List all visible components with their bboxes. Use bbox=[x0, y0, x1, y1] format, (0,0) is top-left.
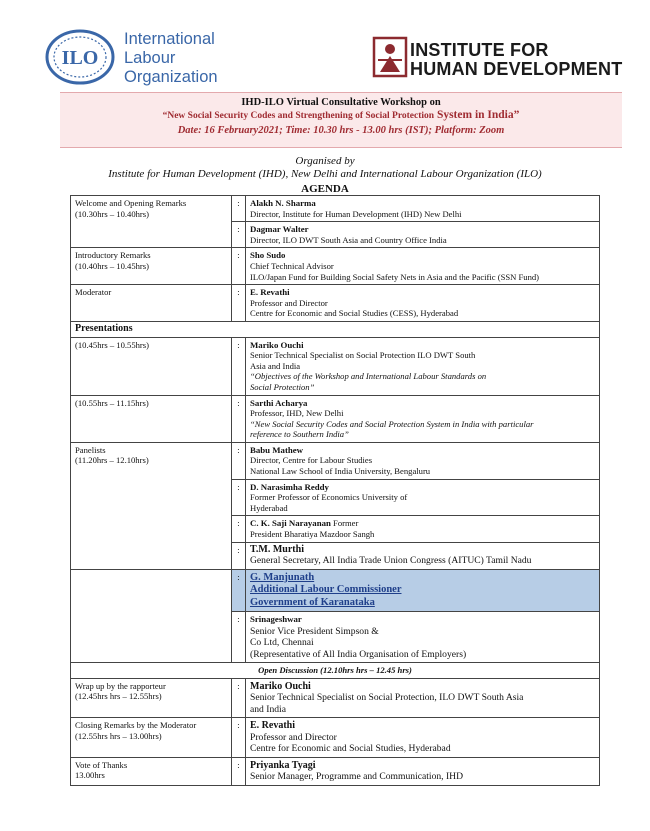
session-label: (10.55hrs – 11.15hrs) bbox=[71, 395, 232, 442]
speaker-cell: D. Narasimha Reddy Former Professor of Economics University of Hyderabad bbox=[246, 479, 600, 516]
agenda-heading: AGENDA bbox=[301, 183, 349, 195]
table-row: Wrap up by the rapporteur (12.45hrs hrs – 12.55hrs) : Mariko Ouchi Senior Technical Specialist on Social Protection, ILO DWT South Asia and India bbox=[71, 678, 600, 718]
speaker-cell: Srinageshwar Senior Vice President Simpson & Co Ltd, Chennai (Representative of All India Organisation of Employers) bbox=[246, 612, 600, 663]
table-row: Moderator : E. Revathi Professor and Director Centre for Economic and Social Studies (CESS), Hyderabad bbox=[71, 285, 600, 322]
speaker-cell: E. Revathi Professor and Director Centre for Economic and Social Studies, Hyderabad bbox=[246, 718, 600, 758]
ilo-logo-text: International Labour Organization bbox=[124, 30, 218, 86]
speaker-cell-highlighted: G. Manjunath Additional Labour Commissioner Government of Karanataka bbox=[246, 569, 600, 612]
ihd-emblem-logo bbox=[372, 36, 408, 78]
table-row: : D. Narasimha Reddy Former Professor of Economics University of Hyderabad bbox=[71, 479, 600, 516]
ilo-seal-logo bbox=[44, 28, 116, 86]
table-row: : Srinageshwar Senior Vice President Simpson & Co Ltd, Chennai (Representative of All India Organisation of Employers) bbox=[71, 612, 600, 663]
speaker-cell: E. Revathi Professor and Director Centre for Economic and Social Studies (CESS), Hyderabad bbox=[246, 285, 600, 322]
workshop-title: IHD-ILO Virtual Consultative Workshop on bbox=[241, 97, 441, 108]
session-label: (10.45hrs – 10.55hrs) bbox=[71, 337, 232, 395]
table-row: Panelists (11.20hrs – 12.10hrs) : Babu Mathew Director, Centre for Labour Studies National Law School of India University, Bengaluru bbox=[71, 442, 600, 479]
session-label: Panelists (11.20hrs – 12.10hrs) bbox=[71, 442, 232, 569]
speaker-cell: Dagmar Walter Director, ILO DWT South Asia and Country Office India bbox=[246, 222, 600, 248]
session-label bbox=[71, 569, 232, 663]
speaker-cell: Mariko Ouchi Senior Technical Specialist on Social Protection, ILO DWT South Asia and India bbox=[246, 678, 600, 718]
table-row bbox=[71, 663, 600, 679]
table-row: : T.M. Murthi General Secretary, All India Trade Union Congress (AITUC) Tamil Nadu bbox=[71, 542, 600, 569]
session-label: Wrap up by the rapporteur (12.45hrs hrs – 12.55hrs) bbox=[71, 678, 232, 718]
table-row: : G. Manjunath Additional Labour Commissioner Government of Karanataka bbox=[71, 569, 600, 612]
table-row: : C. K. Saji Narayanan Former President Bharatiya Mazdoor Sangh bbox=[71, 516, 600, 542]
workshop-banner bbox=[60, 92, 622, 148]
session-label: Closing Remarks by the Moderator (12.55hrs hrs – 13.00hrs) bbox=[71, 718, 232, 758]
open-discussion: Open Discussion (12.10hrs hrs – 12.45 hrs) bbox=[71, 663, 600, 679]
table-row: Introductory Remarks (10.40hrs – 10.45hrs) : Sho Sudo Chief Technical Advisor ILO/Japan Fund for Building Social Safety Nets in Asia and the Pacific (SSN Fund) bbox=[71, 248, 600, 285]
session-label: Welcome and Opening Remarks (10.30hrs – 10.40hrs) bbox=[71, 196, 232, 248]
table-row: (10.45hrs – 10.55hrs) : Mariko Ouchi Senior Technical Specialist on Social Protection ILO DWT South Asia and India “Objectives of the Workshop and International Labour Standards on Social Protection” bbox=[71, 337, 600, 395]
session-label: Moderator bbox=[71, 285, 232, 322]
table-row: Closing Remarks by the Moderator (12.55hrs hrs – 13.00hrs) : E. Revathi Professor and Director Centre for Economic and Social Studies, Hyderabad bbox=[71, 718, 600, 758]
table-row bbox=[71, 321, 600, 337]
table-row: Welcome and Opening Remarks (10.30hrs – 10.40hrs) : Alakh N. Sharma Director, Institute for Human Development (IHD) New Delhi bbox=[71, 196, 600, 222]
speaker-cell: Priyanka Tyagi Senior Manager, Programme and Communication, IHD bbox=[246, 757, 600, 785]
organised-by: Organised by Institute for Human Development (IHD), New Delhi and International Labour Organization (ILO) bbox=[108, 155, 542, 180]
speaker-cell: Mariko Ouchi Senior Technical Specialist on Social Protection ILO DWT South Asia and India “Objectives of the Workshop and International Labour Standards on Social Protection” bbox=[246, 337, 600, 395]
speaker-cell: Alakh N. Sharma Director, Institute for Human Development (IHD) New Delhi bbox=[246, 196, 600, 222]
agenda-table bbox=[70, 195, 600, 786]
workshop-subtitle: “New Social Security Codes and Strengthening of Social Protection System in India” bbox=[162, 109, 520, 121]
section-heading: Presentations bbox=[71, 321, 600, 337]
table-row: (10.55hrs – 11.15hrs) : Sarthi Acharya Professor, IHD, New Delhi “New Social Security Codes and Social Protection System in India with particular reference to Southern India” bbox=[71, 395, 600, 442]
speaker-cell: Sho Sudo Chief Technical Advisor ILO/Japan Fund for Building Social Safety Nets in Asia and the Pacific (SSN Fund) bbox=[246, 248, 600, 285]
table-row: : Dagmar Walter Director, ILO DWT South Asia and Country Office India bbox=[71, 222, 600, 248]
session-label: Introductory Remarks (10.40hrs – 10.45hrs) bbox=[71, 248, 232, 285]
table-row: Vote of Thanks 13.00hrs : Priyanka Tyagi Senior Manager, Programme and Communication, IHD bbox=[71, 757, 600, 785]
ilo-seal-letters: ILO bbox=[61, 47, 99, 69]
ihd-logo-text: INSTITUTE FOR HUMAN DEVELOPMENT bbox=[410, 40, 623, 79]
speaker-cell: C. K. Saji Narayanan Former President Bharatiya Mazdoor Sangh bbox=[246, 516, 600, 542]
session-label: Vote of Thanks 13.00hrs bbox=[71, 757, 232, 785]
speaker-cell: T.M. Murthi General Secretary, All India Trade Union Congress (AITUC) Tamil Nadu bbox=[246, 542, 600, 569]
logos-header bbox=[0, 0, 650, 92]
workshop-details: Date: 16 February2021; Time: 10.30 hrs - 13.00 hrs (IST); Platform: Zoom bbox=[177, 125, 505, 136]
speaker-cell: Babu Mathew Director, Centre for Labour Studies National Law School of India University, Bengaluru bbox=[246, 442, 600, 479]
speaker-cell: Sarthi Acharya Professor, IHD, New Delhi “New Social Security Codes and Social Protection System in India with particular reference to Southern India” bbox=[246, 395, 600, 442]
